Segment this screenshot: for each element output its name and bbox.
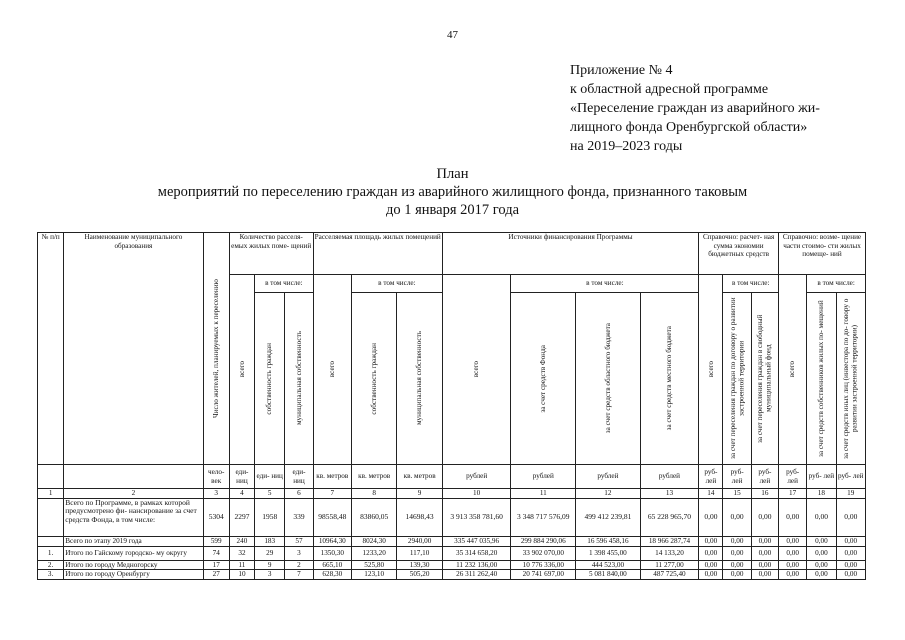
- table-cell: 0,00: [723, 498, 751, 536]
- table-row: [38, 546, 866, 560]
- table-cell: 0,00: [836, 570, 865, 580]
- unit-cell: еди- ниц: [229, 465, 254, 489]
- table-cell: 117,10: [397, 546, 442, 560]
- table-row: [38, 560, 866, 570]
- unit-cell: [64, 465, 203, 489]
- table-cell: Всего по Программе, в рамках которой предусмотрено фи- нансирование за счет средств Фонда, в том числе:: [64, 498, 203, 536]
- col-num-header: № п/п: [38, 233, 64, 465]
- table-cell: 335 447 035,96: [442, 536, 511, 546]
- table-cell: 0,00: [836, 560, 865, 570]
- area-including-header: в том числе:: [351, 275, 442, 293]
- table-cell: 2: [285, 560, 313, 570]
- table-cell: 123,10: [351, 570, 396, 580]
- rooms-group-header: Количество расселя- емых жилых поме- щений: [229, 233, 313, 275]
- table-cell: 2940,00: [397, 536, 442, 546]
- title-line: мероприятий по переселению граждан из аварийного жилищного фонда, признанного таковым: [157, 184, 748, 200]
- table-cell: 0,00: [807, 536, 836, 546]
- col-number: 10: [442, 489, 511, 499]
- table-cell: 0,00: [751, 498, 778, 536]
- table-cell: 339: [285, 498, 313, 536]
- col-number: 2: [64, 489, 203, 499]
- unit-cell: рублей: [511, 465, 576, 489]
- rooms-total-header: всего: [229, 275, 254, 465]
- rooms-municipal-header: муниципальная собственность: [285, 293, 313, 465]
- table-cell: 1958: [255, 498, 285, 536]
- finance-total-header: всего: [442, 275, 511, 465]
- col-number: 3: [203, 489, 229, 499]
- table-cell: 65 228 965,70: [640, 498, 699, 536]
- col-number: 14: [699, 489, 723, 499]
- appendix-line: лищного фонда Оренбургской области»: [570, 120, 808, 135]
- table-cell: 8024,30: [351, 536, 396, 546]
- table-cell: 0,00: [699, 498, 723, 536]
- unit-cell: [38, 465, 64, 489]
- table-cell: 10: [229, 570, 254, 580]
- table-cell: 26 311 262,40: [442, 570, 511, 580]
- comp-total-header: всего: [779, 275, 807, 465]
- units-row: [38, 465, 866, 489]
- table-cell: 11 232 136,00: [442, 560, 511, 570]
- table-cell: 35 314 658,20: [442, 546, 511, 560]
- table-cell: 3.: [38, 570, 64, 580]
- table-cell: 628,30: [313, 570, 351, 580]
- table-cell: 0,00: [751, 570, 778, 580]
- table-cell: 240: [229, 536, 254, 546]
- table-cell: 0,00: [779, 570, 807, 580]
- appendix-line: на 2019–2023 годы: [570, 139, 683, 154]
- table-cell: 0,00: [723, 546, 751, 560]
- compensation-group-header: Справочно: возме- щение части стоимо- сти жилых помеще- ний: [779, 233, 866, 275]
- table-cell: Итого по Гайскому городско- му округу: [64, 546, 203, 560]
- comp-owners-header: за счет средств собственников жилых по- мещений: [807, 293, 836, 465]
- econ-total-header: всего: [699, 275, 723, 465]
- table-cell: 18 966 287,74: [640, 536, 699, 546]
- table-body: [38, 498, 866, 579]
- table-cell: 1233,20: [351, 546, 396, 560]
- rooms-including-header: в том числе:: [255, 275, 314, 293]
- table-cell: 183: [255, 536, 285, 546]
- unit-cell: кв. метров: [397, 465, 442, 489]
- area-group-header: Расселяемая площадь жилых помещений: [313, 233, 442, 275]
- table-cell: 0,00: [836, 546, 865, 560]
- fund-header: за счет средств Фонда: [511, 293, 576, 465]
- table-cell: 1.: [38, 546, 64, 560]
- table-cell: 444 523,00: [576, 560, 641, 570]
- table-cell: 16 596 458,16: [576, 536, 641, 546]
- col-number: 18: [807, 489, 836, 499]
- table-cell: 10 776 336,00: [511, 560, 576, 570]
- table-cell: 2.: [38, 560, 64, 570]
- unit-cell: кв. метров: [351, 465, 396, 489]
- table-cell: 1 398 455,00: [576, 546, 641, 560]
- table-cell: 74: [203, 546, 229, 560]
- table-cell: 98558,48: [313, 498, 351, 536]
- table-cell: 11: [229, 560, 254, 570]
- table-cell: 57: [285, 536, 313, 546]
- regional-header: за счет средств областного бюджета: [576, 293, 641, 465]
- table-cell: 2297: [229, 498, 254, 536]
- table-cell: 487 725,40: [640, 570, 699, 580]
- unit-cell: рублей: [576, 465, 641, 489]
- table-row: [38, 536, 866, 546]
- table-cell: 0,00: [836, 536, 865, 546]
- table-cell: Итого по городу Медногорску: [64, 560, 203, 570]
- col-number: 4: [229, 489, 254, 499]
- appendix-line: Приложение № 4: [570, 63, 673, 78]
- table-cell: [38, 498, 64, 536]
- table-cell: 0,00: [751, 546, 778, 560]
- econ-free-header: за счет переселения граждан в свободный муниципальный фонд: [751, 293, 778, 465]
- table-cell: 14 133,20: [640, 546, 699, 560]
- title-line: План: [436, 166, 469, 182]
- appendix-block: [570, 61, 820, 156]
- appendix-line: к областной адресной программе: [570, 82, 769, 97]
- table-cell: 1350,30: [313, 546, 351, 560]
- table-cell: 17: [203, 560, 229, 570]
- rooms-citizens-header: собственность граждан: [255, 293, 285, 465]
- unit-cell: руб- лей: [751, 465, 778, 489]
- econ-including-header: в том числе:: [723, 275, 779, 293]
- table-cell: 5304: [203, 498, 229, 536]
- table-cell: 665,10: [313, 560, 351, 570]
- col-number: 19: [836, 489, 865, 499]
- finance-including-header: в том числе:: [511, 275, 699, 293]
- page-number: 47: [447, 29, 458, 41]
- table-cell: 33 902 070,00: [511, 546, 576, 560]
- table-cell: 3 913 358 781,60: [442, 498, 511, 536]
- title-line: до 1 января 2017 года: [385, 202, 520, 218]
- table-cell: 0,00: [807, 498, 836, 536]
- col-number: 13: [640, 489, 699, 499]
- col-residents-header: Число жителей, планируемых к переселению: [203, 233, 229, 465]
- table-cell: 0,00: [751, 536, 778, 546]
- table-cell: 499 412 239,81: [576, 498, 641, 536]
- table-cell: 14698,43: [397, 498, 442, 536]
- col-number: 12: [576, 489, 641, 499]
- table-cell: 0,00: [807, 546, 836, 560]
- table-row: [38, 498, 866, 536]
- table-cell: 83860,05: [351, 498, 396, 536]
- col-number: 5: [255, 489, 285, 499]
- finance-group-header: Источники финансирования Программы: [442, 233, 698, 275]
- table-cell: 3: [255, 570, 285, 580]
- table-cell: 7: [285, 570, 313, 580]
- table-cell: Итого по городу Оренбургу: [64, 570, 203, 580]
- table-cell: 0,00: [779, 498, 807, 536]
- table-cell: 0,00: [723, 536, 751, 546]
- unit-cell: руб- лей: [779, 465, 807, 489]
- col-number: 9: [397, 489, 442, 499]
- table-cell: 0,00: [699, 560, 723, 570]
- table-cell: 3: [285, 546, 313, 560]
- table-cell: 11 277,00: [640, 560, 699, 570]
- table-cell: 9: [255, 560, 285, 570]
- area-municipal-header: муниципальная собственность: [397, 293, 442, 465]
- col-number: 15: [723, 489, 751, 499]
- econ-group-header: Справочно: расчет- ная сумма экономии бюджетных средств: [699, 233, 779, 275]
- table-cell: 27: [203, 570, 229, 580]
- table-cell: 0,00: [699, 546, 723, 560]
- table-cell: 139,30: [397, 560, 442, 570]
- table-cell: 0,00: [779, 546, 807, 560]
- table-cell: 505,20: [397, 570, 442, 580]
- comp-investors-header: за счет средств иных лиц (инвестора по до- говору о развитии застроенной территории): [836, 293, 865, 465]
- area-citizens-header: собственность граждан: [351, 293, 396, 465]
- table-cell: 32: [229, 546, 254, 560]
- table-row: [38, 570, 866, 580]
- comp-including-header: в том числе:: [807, 275, 866, 293]
- table-cell: 10964,30: [313, 536, 351, 546]
- unit-cell: руб- лей: [723, 465, 751, 489]
- table-cell: 0,00: [723, 570, 751, 580]
- table-cell: 525,80: [351, 560, 396, 570]
- table-cell: 299 884 290,06: [511, 536, 576, 546]
- table-cell: 0,00: [723, 560, 751, 570]
- unit-cell: кв. метров: [313, 465, 351, 489]
- document-title: [0, 165, 905, 219]
- table-cell: 0,00: [836, 498, 865, 536]
- table-cell: 20 741 697,00: [511, 570, 576, 580]
- table-cell: 0,00: [699, 570, 723, 580]
- table-cell: Всего по этапу 2019 года: [64, 536, 203, 546]
- table-cell: 0,00: [807, 560, 836, 570]
- unit-cell: руб- лей: [836, 465, 865, 489]
- table-cell: 0,00: [779, 560, 807, 570]
- unit-cell: чело- век: [203, 465, 229, 489]
- table-cell: 29: [255, 546, 285, 560]
- table-cell: 599: [203, 536, 229, 546]
- table-cell: 0,00: [779, 536, 807, 546]
- unit-cell: руб- лей: [699, 465, 723, 489]
- unit-cell: руб- лей: [807, 465, 836, 489]
- econ-dev-header: за счет переселения граждан по договору о развитии застроенной территории: [723, 293, 751, 465]
- table-cell: 3 348 717 576,09: [511, 498, 576, 536]
- table-cell: 0,00: [807, 570, 836, 580]
- local-header: за счет средств местного бюджета: [640, 293, 699, 465]
- unit-cell: рублей: [442, 465, 511, 489]
- appendix-line: «Переселение граждан из аварийного жи-: [570, 101, 820, 116]
- col-number: 11: [511, 489, 576, 499]
- col-number: 17: [779, 489, 807, 499]
- area-total-header: всего: [313, 275, 351, 465]
- unit-cell: еди- ниц: [255, 465, 285, 489]
- table-cell: [38, 536, 64, 546]
- table-cell: 5 081 840,00: [576, 570, 641, 580]
- col-number: 16: [751, 489, 778, 499]
- table-cell: 0,00: [751, 560, 778, 570]
- col-number: 7: [313, 489, 351, 499]
- column-number-row: [38, 489, 866, 499]
- col-number: 8: [351, 489, 396, 499]
- col-municipality-header: Наименование муниципального образования: [64, 233, 203, 465]
- unit-cell: рублей: [640, 465, 699, 489]
- unit-cell: еди- ниц: [285, 465, 313, 489]
- col-number: 6: [285, 489, 313, 499]
- resettlement-table: [37, 232, 866, 580]
- table-cell: 0,00: [699, 536, 723, 546]
- col-number: 1: [38, 489, 64, 499]
